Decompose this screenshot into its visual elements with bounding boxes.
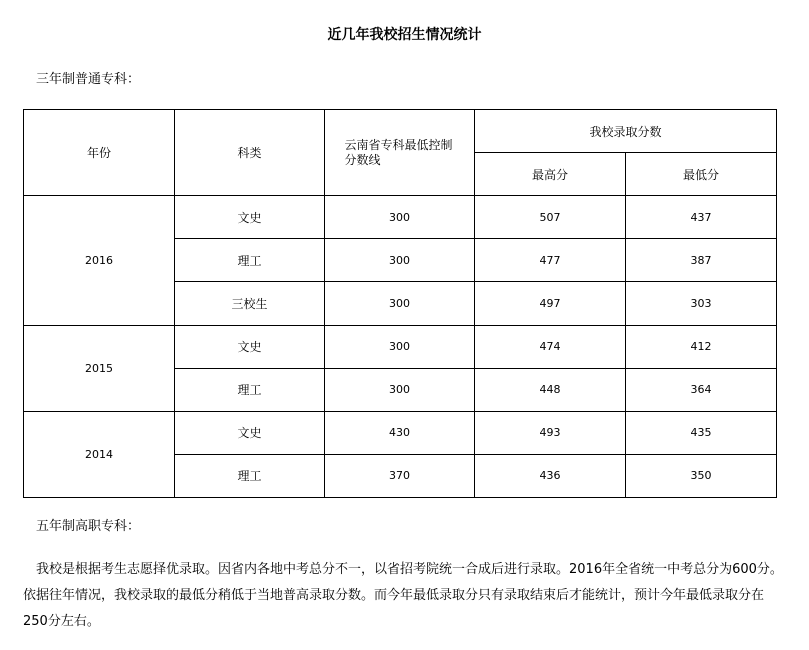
- category-cell: 理工: [175, 239, 325, 282]
- page-title: 近几年我校招生情况统计: [327, 27, 482, 43]
- highest-score-cell: 507: [475, 196, 626, 239]
- control-line-cell: 300: [325, 196, 475, 239]
- admission-paragraph: 我校是根据考生志愿择优录取。因省内各地中考总分不一，以省招考院统一合成后进行录取。2016年全省统一中考总分为600分。依据往年情况，我校录取的最低分稍低于当地普高录取分数。而今年最低录取分只有录取结束后才能统计，预计今年最低录取分在250分左右。: [23, 562, 783, 629]
- lowest-score-cell: 435: [626, 411, 777, 454]
- lowest-score-cell: 350: [626, 454, 777, 497]
- highest-score-cell: 477: [475, 239, 626, 282]
- category-cell: 文史: [175, 325, 325, 368]
- control-line-cell: 300: [325, 239, 475, 282]
- highest-score-cell: 493: [475, 411, 626, 454]
- table-row: [24, 411, 777, 454]
- section-heading-five-year: 五年制高职专科：: [36, 519, 141, 534]
- highest-score-cell: 436: [475, 454, 626, 497]
- header-admission-scores: 我校录取分数: [475, 110, 777, 153]
- control-line-cell: 300: [325, 368, 475, 411]
- lowest-score-cell: 437: [626, 196, 777, 239]
- category-cell: 三校生: [175, 282, 325, 325]
- header-highest: 最高分: [475, 153, 626, 196]
- lowest-score-cell: 412: [626, 325, 777, 368]
- lowest-score-cell: 303: [626, 282, 777, 325]
- highest-score-cell: 497: [475, 282, 626, 325]
- category-cell: 理工: [175, 368, 325, 411]
- highest-score-cell: 448: [475, 368, 626, 411]
- year-cell: 2016: [24, 196, 175, 325]
- category-cell: 理工: [175, 454, 325, 497]
- table-row: [24, 196, 777, 239]
- header-lowest: 最低分: [626, 153, 777, 196]
- control-line-cell: 300: [325, 282, 475, 325]
- admission-stats-table: [23, 109, 777, 498]
- lowest-score-cell: 364: [626, 368, 777, 411]
- header-category: 科类: [175, 110, 325, 196]
- category-cell: 文史: [175, 196, 325, 239]
- header-control-line: [325, 110, 475, 196]
- lowest-score-cell: 387: [626, 239, 777, 282]
- year-cell: 2014: [24, 411, 175, 497]
- year-cell: 2015: [24, 325, 175, 411]
- table-header-row: [24, 110, 777, 153]
- header-control-line-label: 云南省专科最低控制分数线: [344, 137, 453, 167]
- control-line-cell: 430: [325, 411, 475, 454]
- section-heading-three-year: 三年制普通专科：: [36, 72, 141, 87]
- header-year: 年份: [24, 110, 175, 196]
- category-cell: 文史: [175, 411, 325, 454]
- control-line-cell: 370: [325, 454, 475, 497]
- highest-score-cell: 474: [475, 325, 626, 368]
- control-line-cell: 300: [325, 325, 475, 368]
- table-row: [24, 325, 777, 368]
